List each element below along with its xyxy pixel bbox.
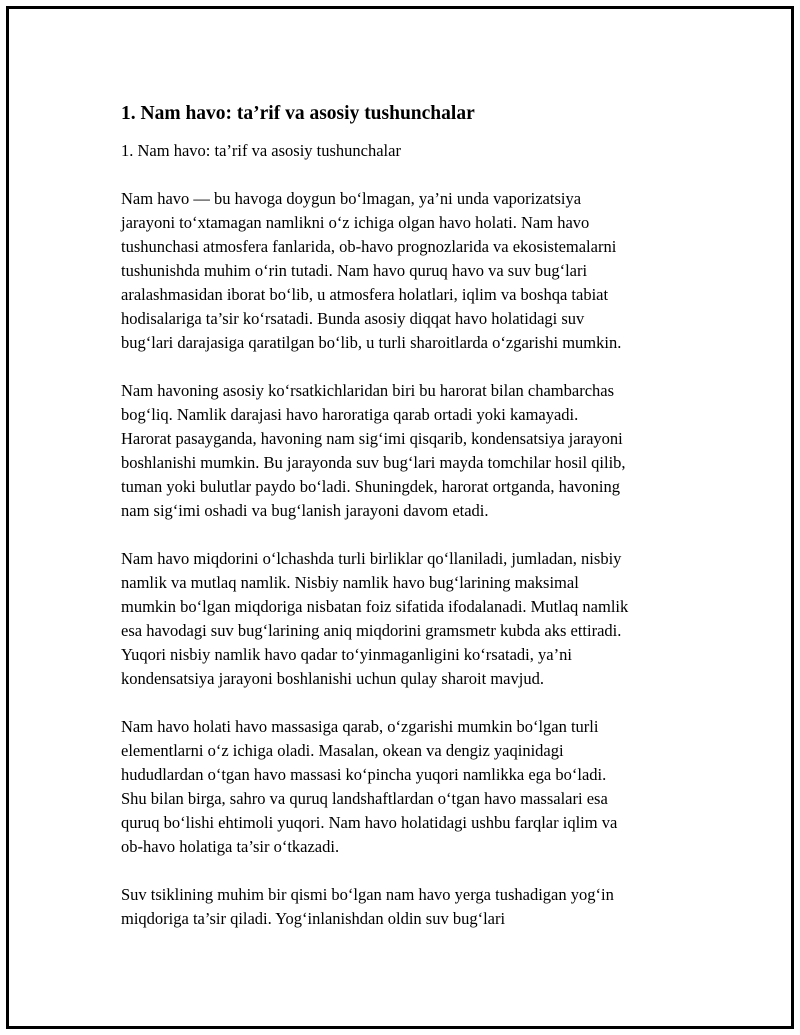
paragraph-5: Suv tsiklining muhim bir qismi bo‘lgan nam havo yerga tushadigan yog‘in miqdoriga ta’sir qiladi. Yog‘inlanishdan oldin suv bug‘lari xyxy=(121,885,614,928)
paragraph-4: Nam havo holati havo massasiga qarab, o‘zgarishi mumkin bo‘lgan turli elementlarni o‘z ichiga oladi. Masalan, okean va dengiz yaqinidagi hududlardan o‘tgan havo massasi ko‘pincha yuqori namlikka ega bo‘ladi. Shu bilan birga, sahro va quruq landshaftlardan o‘tgan havo massalari esa quruq bo‘lishi ehtimoli yuqori. Nam havo holatidagi ushbu farqlar iqlim va ob-havo holatiga ta’sir o‘tkazadi. xyxy=(121,717,618,856)
section-subtitle: 1. Nam havo: ta’rif va asosiy tushunchalar xyxy=(121,141,401,160)
paragraph-2: Nam havoning asosiy ko‘rsatkichlaridan biri bu harorat bilan chambarchas bog‘liq. Namlik darajasi havo haroratiga qarab ortadi yoki kamayadi. Harorat pasayganda, havoning nam sig‘imi qisqarib, kondensatsiya jarayoni boshlanishi mumkin. Bu jarayonda suv bug‘lari mayda tomchilar hosil qilib, tuman yoki bulutlar paydo bo‘ladi. Shuningdek, harorat ortganda, havoning nam sig‘imi oshadi va bug‘lanish jarayoni davom etadi. xyxy=(121,381,626,520)
page-frame xyxy=(6,6,794,1029)
page-title: 1. Nam havo: ta’rif va asosiy tushunchalar xyxy=(121,103,475,124)
paragraph-1: Nam havo — bu havoga doygun bo‘lmagan, ya’ni unda vaporizatsiya jarayoni to‘xtamagan namlikni o‘z ichiga olgan havo holati. Nam havo tushunchasi atmosfera fanlarida, ob-havo prognozlarida va ekosistemalarni tushunishda muhim o‘rin tutadi. Nam havo quruq havo va suv bug‘lari aralashmasidan iborat bo‘lib, u atmosfera holatlari, iqlim va boshqa tabiat hodisalariga ta’sir ko‘rsatadi. Bunda asosiy diqqat havo holatidagi suv bug‘lari darajasiga qaratilgan bo‘lib, u turli sharoitlarda o‘zgarishi mumkin. xyxy=(121,189,622,352)
paragraph-3: Nam havo miqdorini o‘lchashda turli birliklar qo‘llaniladi, jumladan, nisbiy namlik va mutlaq namlik. Nisbiy namlik havo bug‘larining maksimal mumkin bo‘lgan miqdoriga nisbatan foiz sifatida ifodalanadi. Mutlaq namlik esa havodagi suv bug‘larining aniq miqdorini gramsmetr kubda aks ettiradi. Yuqori nisbiy namlik havo qadar to‘yinmaganligini ko‘rsatadi, ya’ni kondensatsiya jarayoni boshlanishi uchun qulay sharoit mavjud. xyxy=(121,549,629,688)
document-body xyxy=(121,101,691,931)
